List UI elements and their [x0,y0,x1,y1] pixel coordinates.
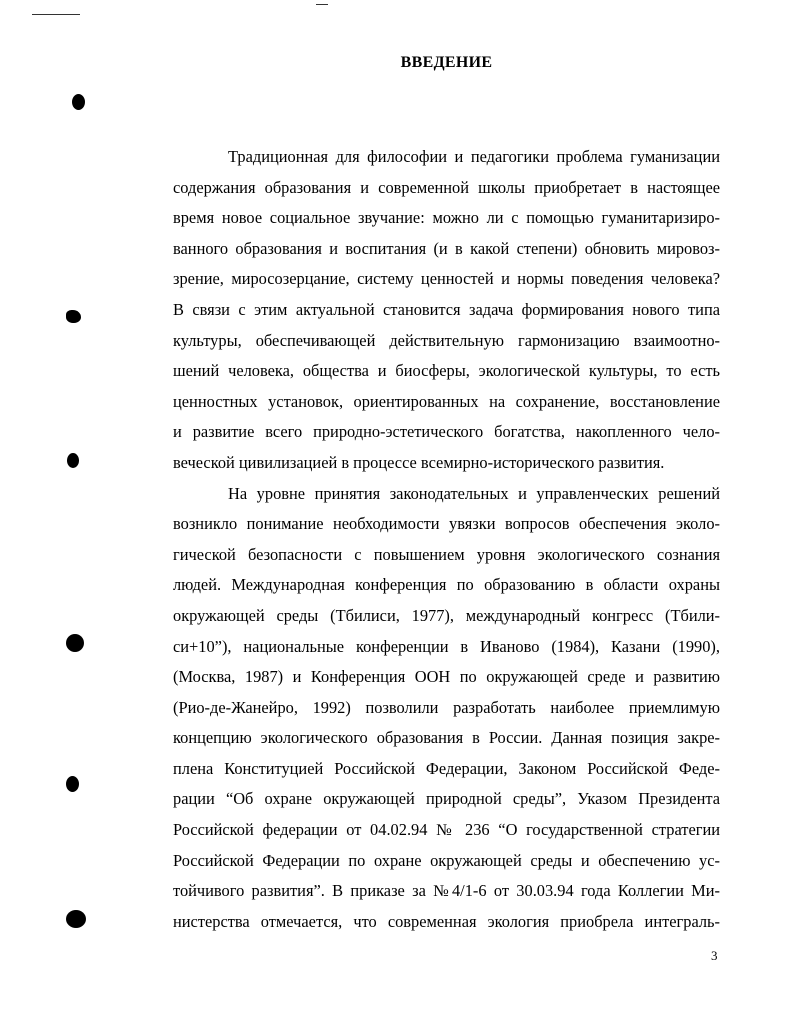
text-line: время новое социальное звучание: можно ли с помощью гуманитаризиро- [173,208,720,228]
text-line: В связи с этим актуальной становится задача формирования нового типа [173,299,720,319]
scan-artifact-line [316,4,328,5]
text-line: нистерства отмечается, что современная экология приобрела интеграль- [173,911,720,931]
text-line: Российской федерации от 04.02.94 № 236 “О государственной стратегии [173,820,720,840]
text-line: и развитие всего природно-эстетического богатства, накопленного чело- [173,422,720,442]
text-line: зрение, миросозерцание, систему ценностей и нормы поведения человека? [173,269,720,289]
text-line: ценностных установок, ориентированных на сохранение, восстановление [173,391,720,411]
text-line: си+10”), национальные конференции в Иваново (1984), Казани (1990), [173,636,720,656]
text-line: (Рио-де-Жанейро, 1992) позволили разработать наиболее приемлимую [173,697,720,717]
text-line: содержания образования и современной школы приобретает в настоящее [173,177,720,197]
scan-artifact-line [32,14,80,15]
text-line: концепцию экологического образования в России. Данная позиция закре- [173,728,720,748]
text-line: веческой цивилизацией в процессе всемирно-исторического развития. [173,452,665,472]
document-body [173,142,720,937]
binder-hole [66,310,81,323]
text-line: тойчивого развития”. В приказе за №4/1-6 от 30.03.94 года Коллегии Ми- [173,881,720,901]
text-line: плена Конституцией Российской Федерации, Законом Российской Феде- [173,758,720,778]
page-number: 3 [711,948,718,963]
text-line: ванного образования и воспитания (и в какой степени) обновить мировоз- [173,238,720,258]
text-line: людей. Международная конференция по образованию в области охраны [173,575,720,595]
binder-hole [67,453,79,468]
text-line: возникло понимание необходимости увязки вопросов обеспечения эколо- [173,514,720,534]
text-line: шений человека, общества и биосферы, экологической культуры, то есть [173,361,720,381]
text-line: окружающей среды (Тбилиси, 1977), международный конгресс (Тбили- [173,605,720,625]
text-line: рации “Об охране окружающей природной среды”, Указом Президента [173,789,720,809]
text-line: Российской Федерации по охране окружающей среды и обеспечению ус- [173,850,720,870]
text-line: (Москва, 1987) и Конференция ООН по окружающей среде и развитию [173,667,720,687]
text-line: Традиционная для философии и педагогики проблема гуманизации [228,147,720,166]
text-line: На уровне принятия законодательных и управленческих решений [228,483,720,503]
binder-hole [72,94,85,110]
text-line: гической безопасности с повышением уровня экологического сознания [173,544,720,564]
binder-hole [66,634,84,652]
binder-hole [66,776,79,792]
document-title: ВВЕДЕНИЕ [400,54,493,71]
binder-hole [66,910,86,928]
paragraph-1 [173,142,720,479]
text-line: культуры, обеспечивающей действительную гармонизацию взаимоотно- [173,330,720,350]
paragraph-2 [173,479,720,938]
